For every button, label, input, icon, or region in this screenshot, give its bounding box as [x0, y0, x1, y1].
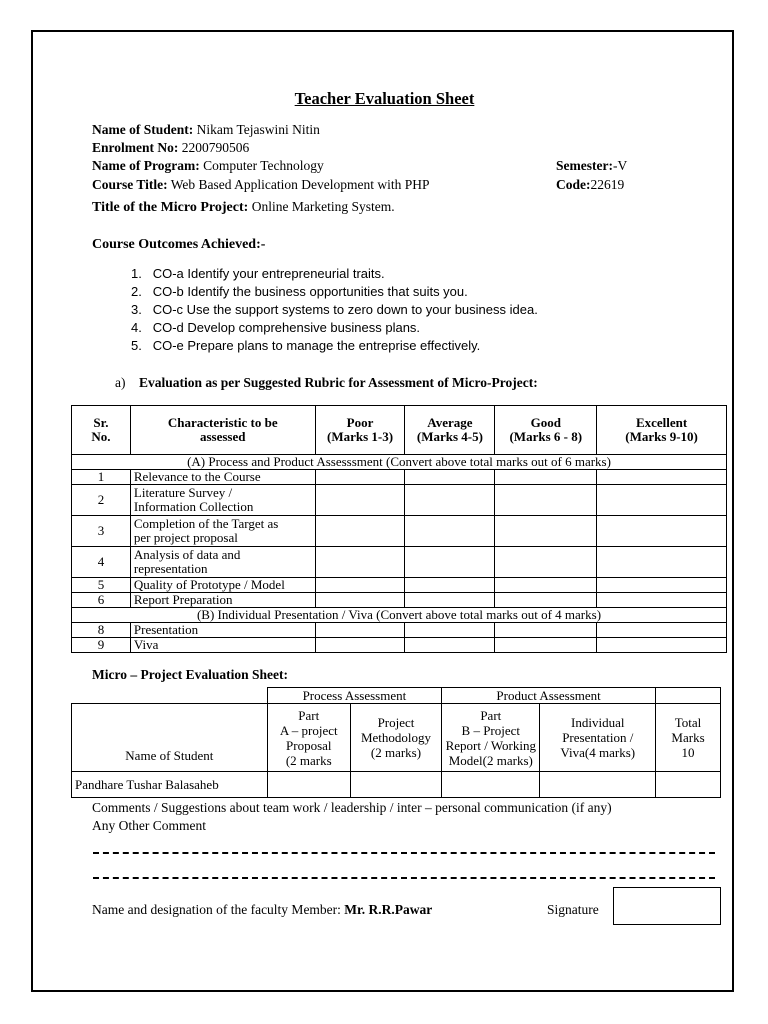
- faculty-name: Mr. R.R.Pawar: [344, 902, 433, 917]
- outcome-item: 1. CO-a Identify your entrepreneurial traits.: [131, 266, 385, 281]
- part-a-header: Part A – project Proposal (2 marks: [267, 704, 350, 772]
- process-assessment-label: Process Assessment: [267, 688, 441, 704]
- section-a-label: (A) Process and Product Assesssment (Convert above total marks out of 6 marks): [72, 455, 727, 470]
- semester-line: [556, 157, 627, 175]
- course-title-value: Web Based Application Development with PHP: [170, 177, 430, 192]
- micro-project-label: Title of the Micro Project:: [92, 200, 249, 215]
- total-marks-header: Total Marks 10: [656, 704, 721, 772]
- program-value: Computer Technology: [203, 158, 324, 173]
- signature-label: Signature: [547, 902, 599, 917]
- code-line: [556, 176, 624, 194]
- sr-no-header: Sr. No.: [72, 406, 131, 455]
- rubric-heading-text: Evaluation as per Suggested Rubric for Assessment of Micro-Project:: [139, 375, 538, 390]
- enrolment-value: 2200790506: [181, 140, 250, 155]
- table-row: 1 Relevance to the Course: [72, 470, 727, 485]
- micro-eval-header-row: [72, 704, 721, 772]
- semester-value: -V: [612, 158, 628, 173]
- semester-label: Semester:: [556, 158, 613, 173]
- signature-box: [613, 887, 721, 925]
- micro-project-value: Online Marketing System.: [251, 199, 395, 214]
- program-line: [92, 157, 324, 175]
- faculty-line: [92, 901, 432, 919]
- table-row: 8 Presentation: [72, 623, 727, 638]
- comment-dash-line: [93, 877, 715, 879]
- micro-eval-heading: Micro – Project Evaluation Sheet:: [92, 667, 288, 682]
- faculty-label: Name and designation of the faculty Member:: [92, 902, 341, 917]
- outcome-item: 4. CO-d Develop comprehensive business plans.: [131, 320, 421, 335]
- student-name-label: Name of Student:: [92, 122, 194, 137]
- methodology-header: Project Methodology (2 marks): [350, 704, 441, 772]
- section-b-label: (B) Individual Presentation / Viva (Convert above total marks out of 4 marks): [72, 608, 727, 623]
- section-a-row: [72, 455, 727, 470]
- table-row: 5 Quality of Prototype / Model: [72, 578, 727, 593]
- product-assessment-label: Product Assessment: [442, 688, 656, 704]
- table-row: 2 Literature Survey / Information Collection: [72, 485, 727, 516]
- good-header: Good (Marks 6 - 8): [495, 406, 597, 455]
- individual-header: Individual Presentation / Viva(4 marks): [540, 704, 656, 772]
- excellent-header: Excellent (Marks 9-10): [597, 406, 727, 455]
- enrolment-line: [92, 139, 249, 157]
- table-row: [72, 772, 721, 798]
- program-label: Name of Program:: [92, 158, 200, 173]
- course-outcomes-heading: Course Outcomes Achieved:-: [92, 237, 266, 252]
- section-b-row: [72, 608, 727, 623]
- comments-line: Comments / Suggestions about team work / leadership / inter – personal communication (if any): [92, 800, 612, 815]
- rubric-table: [71, 405, 727, 653]
- outcome-item: 2. CO-b Identify the business opportunities that suits you.: [131, 284, 468, 299]
- table-row: 9 Viva: [72, 638, 727, 653]
- course-title-line: [92, 176, 430, 194]
- rubric-heading: [115, 374, 538, 392]
- enrolment-label: Enrolment No:: [92, 140, 179, 155]
- outcome-item: 3. CO-c Use the support systems to zero down to your business idea.: [131, 302, 538, 317]
- comment-dash-line: [93, 852, 715, 854]
- rubric-marker: a): [115, 375, 126, 390]
- other-comment-line: Any Other Comment: [92, 818, 206, 833]
- part-b-header: Part B – Project Report / Working Model(2 marks): [442, 704, 540, 772]
- micro-eval-table: [71, 687, 721, 798]
- code-value: 22619: [590, 177, 625, 192]
- student-name-value: Nikam Tejaswini Nitin: [196, 122, 320, 137]
- rubric-header-row: [72, 406, 727, 455]
- course-title-label: Course Title:: [92, 177, 168, 192]
- characteristic-header: Characteristic to be assessed: [130, 406, 315, 455]
- poor-header: Poor (Marks 1-3): [315, 406, 405, 455]
- table-row: 3 Completion of the Target as per project proposal: [72, 516, 727, 547]
- outcome-item: 5. CO-e Prepare plans to manage the entreprise effectively.: [131, 338, 481, 353]
- sheet-title: Teacher Evaluation Sheet: [294, 89, 475, 108]
- table-row: 6 Report Preparation: [72, 593, 727, 608]
- micro-project-line: [92, 198, 395, 217]
- evaluation-sheet: [31, 30, 734, 992]
- student-row-name: Pandhare Tushar Balasaheb: [72, 772, 268, 798]
- average-header: Average (Marks 4-5): [405, 406, 495, 455]
- table-row: 4 Analysis of data and representation: [72, 547, 727, 578]
- assessment-group-row: [72, 688, 721, 704]
- course-outcomes-list: [131, 265, 538, 355]
- name-of-student-header: Name of Student: [72, 704, 268, 772]
- student-name-line: [92, 121, 320, 139]
- code-label: Code:: [556, 177, 591, 192]
